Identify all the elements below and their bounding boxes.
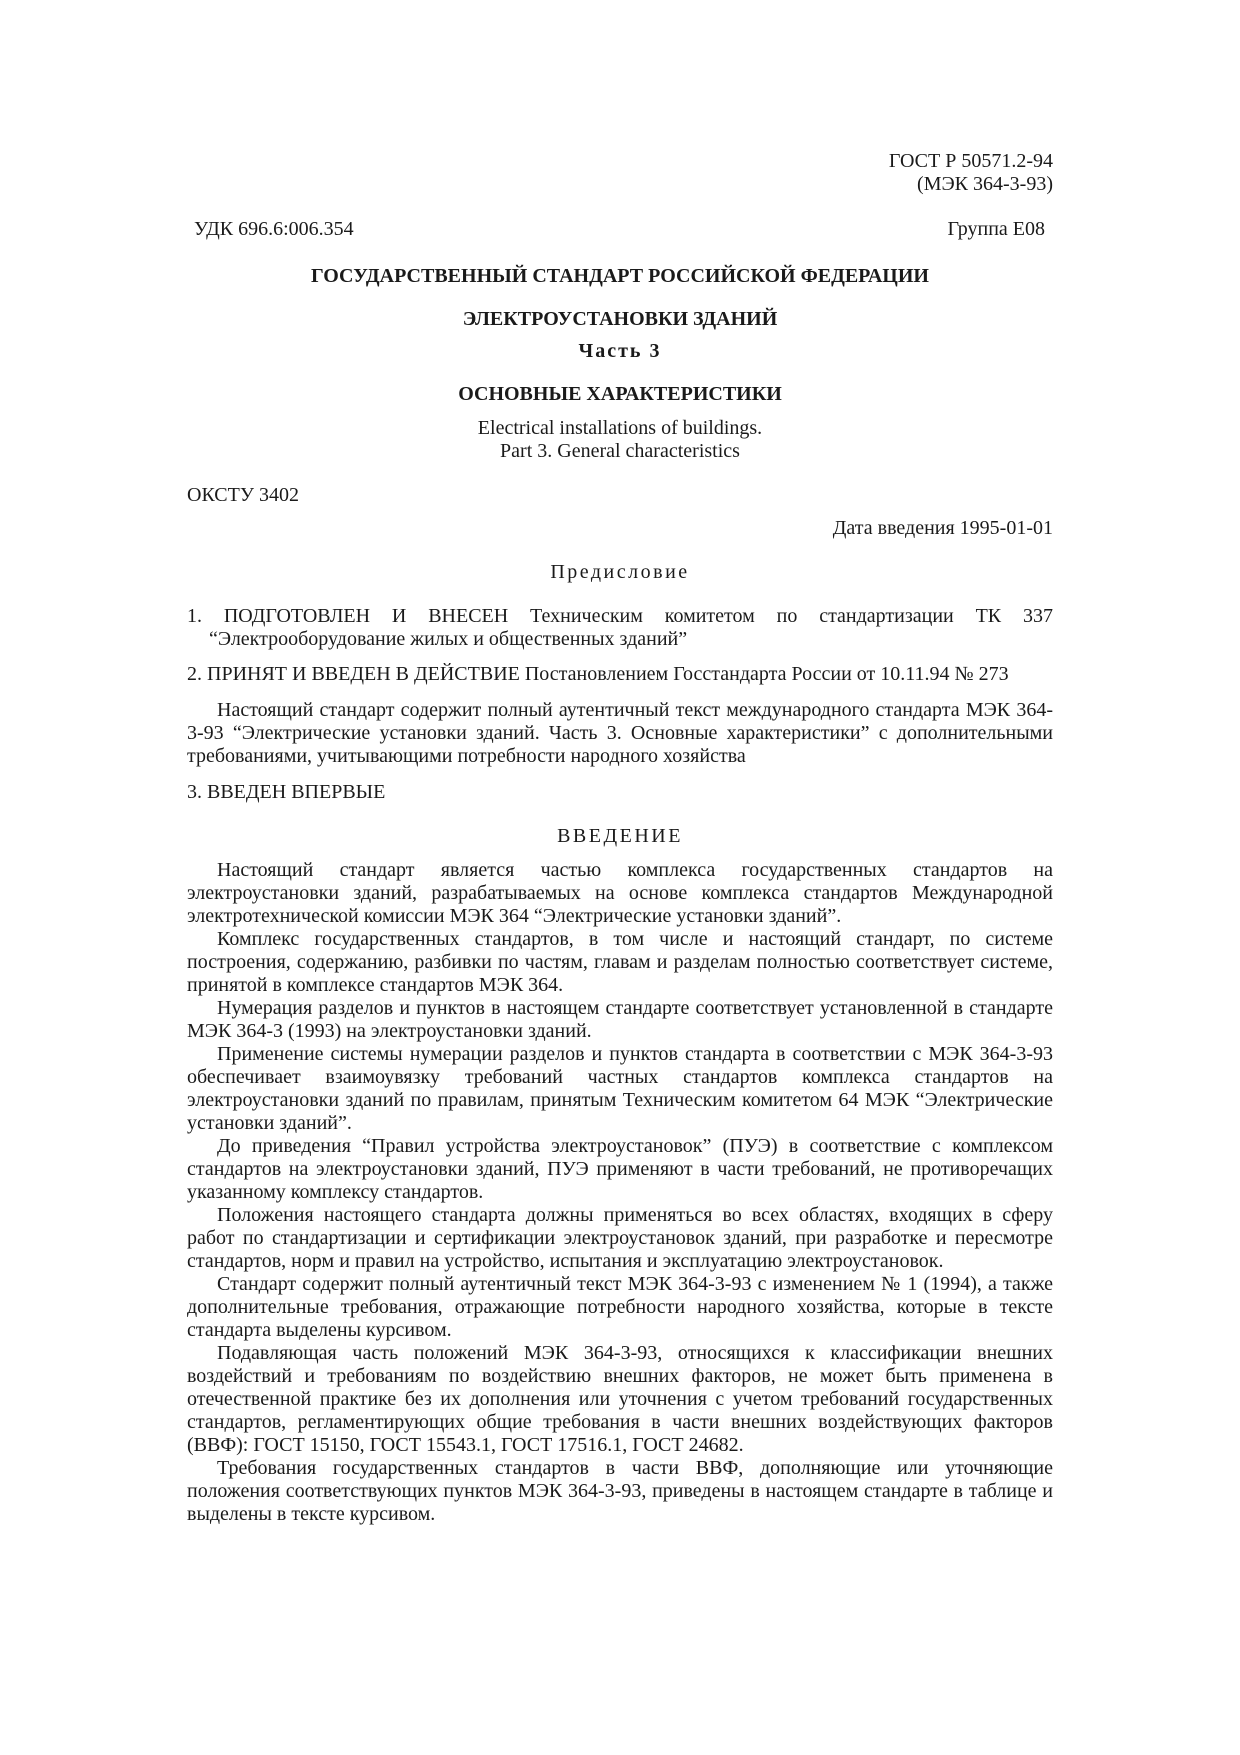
subject-title: ЭЛЕКТРОУСТАНОВКИ ЗДАНИЙ	[462, 308, 778, 330]
okstu-code: ОКСТУ 3402	[187, 484, 300, 506]
foreword-item-1-continuation: “Электрооборудование жилых и общественных зданий”	[209, 628, 688, 650]
english-title	[187, 417, 1053, 463]
introduction-body	[187, 859, 1053, 1526]
intro-paragraph: До приведения “Правил устройства электроустановок” (ПУЭ) в соответствие с комплексом стандартов на электроустановки зданий, ПУЭ применяют в части требований, не противоречащих указанному комплексу стандартов.	[187, 1135, 1053, 1203]
udk-code: УДК 696.6:006.354	[194, 218, 354, 240]
intro-paragraph: Требования государственных стандартов в части ВВФ, дополняющие или уточняющие положения соответствующих пунктов МЭК 364-3-93, приведены в настоящем стандарте в таблице и выделены в тексте курсивом.	[187, 1457, 1053, 1525]
intro-paragraph: Комплекс государственных стандартов, в том числе и настоящий стандарт, по системе построения, содержанию, разбивки по частям, главам и разделам полностью соответствует системе, принятой в комплексе стандартов МЭК 364.	[187, 928, 1053, 996]
classification-row	[187, 218, 1053, 241]
document-code-block	[187, 150, 1053, 196]
english-title-line2: Part 3. General characteristics	[500, 440, 740, 462]
introduction-heading: ВВЕДЕНИЕ	[557, 825, 683, 847]
standard-title: ГОСУДАРСТВЕННЫЙ СТАНДАРТ РОССИЙСКОЙ ФЕДЕРАЦИИ	[311, 265, 929, 287]
intro-paragraph: Положения настоящего стандарта должны применяться во всех областях, входящих в сферу работ по стандартизации и сертификации электроустановок зданий, при разработке и пересмотре стандартов, норм и правил на устройство, испытания и эксплуатацию электроустановок.	[187, 1204, 1053, 1272]
intro-paragraph: Настоящий стандарт является частью комплекса государственных стандартов на электроустановки зданий, разрабатываемых на основе комплекса стандартов Международной электротехнической комиссии МЭК 364 “Электрические установки зданий”.	[187, 859, 1053, 927]
intro-date: Дата введения 1995-01-01	[832, 517, 1053, 539]
foreword-item-1-text: 1. ПОДГОТОВЛЕН И ВНЕСЕН Техническим комитетом по стандартизации ТК 337	[187, 605, 1053, 627]
group-code: Группа Е08	[947, 218, 1045, 240]
foreword-item-1	[187, 605, 1053, 628]
foreword-item-3: 3. ВВЕДЕН ВПЕРВЫЕ	[187, 781, 386, 803]
iec-number: (МЭК 364-3-93)	[917, 173, 1053, 195]
foreword-heading: Предисловие	[550, 561, 690, 583]
foreword-note: Настоящий стандарт содержит полный аутентичный текст международного стандарта МЭК 364-3-93 “Электрические установки зданий. Часть 3. Основные характеристики” с дополнительными требованиями, учитывающими потребности народного хозяйства	[187, 699, 1053, 767]
intro-paragraph: Нумерация разделов и пунктов в настоящем стандарте соответствует установленной в стандарте МЭК 364-3 (1993) на электроустановки зданий.	[187, 997, 1053, 1042]
intro-paragraph: Стандарт содержит полный аутентичный текст МЭК 364-3-93 с изменением № 1 (1994), а также дополнительные требования, отражающие потребности народного хозяйства, которые в тексте стандарта выделены курсивом.	[187, 1273, 1053, 1341]
part-title: Часть 3	[578, 340, 662, 362]
foreword-item-2: 2. ПРИНЯТ И ВВЕДЕН В ДЕЙСТВИЕ Постановлением Госстандарта России от 10.11.94 № 273	[187, 663, 1009, 685]
english-title-line1: Electrical installations of buildings.	[477, 417, 763, 439]
gost-number: ГОСТ Р 50571.2-94	[888, 150, 1053, 172]
intro-paragraph: Подавляющая часть положений МЭК 364-3-93, относящихся к классификации внешних воздействий и требованиям по воздействию внешних факторов, не может быть применена в отечественной практике без их дополнения или уточнения с учетом требований государственных стандартов, регламентирующих общие требования в части внешних воздействующих факторов (ВВФ): ГОСТ 15150, ГОСТ 15543.1, ГОСТ 17516.1, ГОСТ 24682.	[187, 1342, 1053, 1456]
intro-paragraph: Применение системы нумерации разделов и пунктов стандарта в соответствии с МЭК 364-3-93 обеспечивает взаимоувязку требований частных стандартов комплекса стандартов на электроустановки зданий по правилам, принятым Техническим комитетом 64 МЭК “Электрические установки зданий”.	[187, 1043, 1053, 1134]
name-title: ОСНОВНЫЕ ХАРАКТЕРИСТИКИ	[458, 383, 782, 405]
